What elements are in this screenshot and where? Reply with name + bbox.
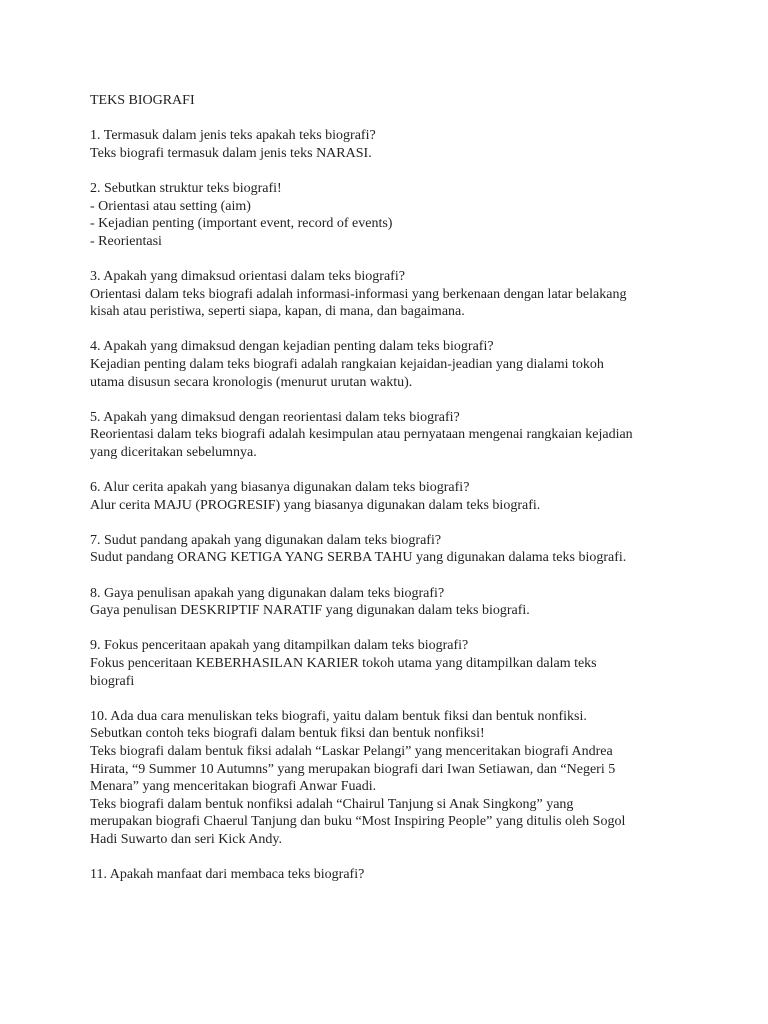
question-1: 1. Termasuk dalam jenis teks apakah teks biografi? (90, 128, 376, 144)
qa-block-6 (90, 479, 690, 514)
qa-block-9 (90, 637, 690, 690)
answer-8: Gaya penulisan DESKRIPTIF NARATIF yang digunakan dalam teks biografi. (90, 603, 530, 619)
question-7: 7. Sudut pandang apakah yang digunakan dalam teks biografi? (90, 532, 442, 548)
answer-10-line-5: merupakan biografi Chaerul Tanjung dan buku “Most Inspiring People” yang ditulis oleh Sogol (90, 814, 626, 830)
answer-1: Teks biografi termasuk dalam jenis teks NARASI. (90, 145, 372, 161)
answer-7: Sudut pandang ORANG KETIGA YANG SERBA TAHU yang digunakan dalama teks biografi. (90, 550, 627, 566)
qa-block-10 (90, 708, 690, 849)
qa-block-1 (90, 127, 690, 162)
answer-2-item-1: - Orientasi atau setting (aim) (90, 198, 251, 214)
question-3: 3. Apakah yang dimaksud orientasi dalam teks biografi? (90, 268, 405, 284)
question-2: 2. Sebutkan struktur teks biografi! (90, 180, 282, 196)
document-title: TEKS BIOGRAFI (90, 93, 195, 108)
qa-block-2 (90, 180, 690, 250)
question-6: 6. Alur cerita apakah yang biasanya digunakan dalam teks biografi? (90, 480, 470, 496)
answer-9-line-1: Fokus penceritaan KEBERHASILAN KARIER tokoh utama yang ditampilkan dalam teks (90, 656, 597, 671)
answer-3-line-2: kisah atau peristiwa, seperti siapa, kapan, di mana, dan bagaimana. (90, 304, 465, 320)
answer-4-line-2: utama disusun secara kronologis (menurut urutan waktu). (90, 374, 413, 390)
answer-5-line-1: Reorientasi dalam teks biografi adalah kesimpulan atau pernyataan mengenai rangkaian kejadian (90, 427, 633, 443)
answer-10-line-2: Hirata, “9 Summer 10 Autumns” yang merupakan biografi dari Iwan Setiawan, dan “Negeri 5 (90, 761, 616, 777)
qa-block-11 (90, 866, 690, 884)
question-5: 5. Apakah yang dimaksud dengan reorientasi dalam teks biografi? (90, 409, 460, 425)
question-10-line-2: Sebutkan contoh teks biografi dalam bentuk fiksi dan bentuk nonfiksi! (90, 726, 485, 742)
answer-2-item-3: - Reorientasi (90, 233, 162, 249)
answer-10-line-3: Menara” yang menceritakan biografi Anwar Fuadi. (90, 779, 377, 795)
question-4: 4. Apakah yang dimaksud dengan kejadian penting dalam teks biografi? (90, 339, 494, 355)
answer-10-line-4: Teks biografi dalam bentuk nonfiksi adalah “Chairul Tanjung si Anak Singkong” yang (90, 796, 574, 812)
answer-5-line-2: yang diceritakan sebelumnya. (90, 444, 257, 460)
document-content (90, 92, 690, 901)
qa-block-7 (90, 532, 690, 567)
qa-block-8 (90, 585, 690, 620)
answer-10-line-1: Teks biografi dalam bentuk fiksi adalah “Laskar Pelangi” yang menceritakan biografi Andrea (90, 743, 613, 759)
qa-block-5 (90, 409, 690, 462)
question-9: 9. Fokus penceritaan apakah yang ditampilkan dalam teks biografi? (90, 638, 469, 654)
answer-4-line-1: Kejadian penting dalam teks biografi adalah rangkaian kejaidan-jeadian yang dialami tokoh (90, 356, 604, 372)
question-10-line-1: 10. Ada dua cara menuliskan teks biografi, yaitu dalam bentuk fiksi dan bentuk nonfiksi. (90, 708, 587, 724)
qa-block-4 (90, 338, 690, 391)
answer-2-item-2: - Kejadian penting (important event, record of events) (90, 216, 393, 232)
answer-6: Alur cerita MAJU (PROGRESIF) yang biasanya digunakan dalam teks biografi. (90, 497, 541, 513)
question-11: 11. Apakah manfaat dari membaca teks biografi? (90, 867, 365, 883)
question-8: 8. Gaya penulisan apakah yang digunakan dalam teks biografi? (90, 585, 445, 601)
qa-block-3 (90, 268, 690, 321)
answer-10-line-6: Hadi Suwarto dan seri Kick Andy. (90, 831, 282, 847)
answer-3-line-1: Orientasi dalam teks biografi adalah informasi-informasi yang berkenaan dengan latar belakang (90, 286, 627, 302)
answer-9-line-2: biografi (90, 673, 135, 689)
